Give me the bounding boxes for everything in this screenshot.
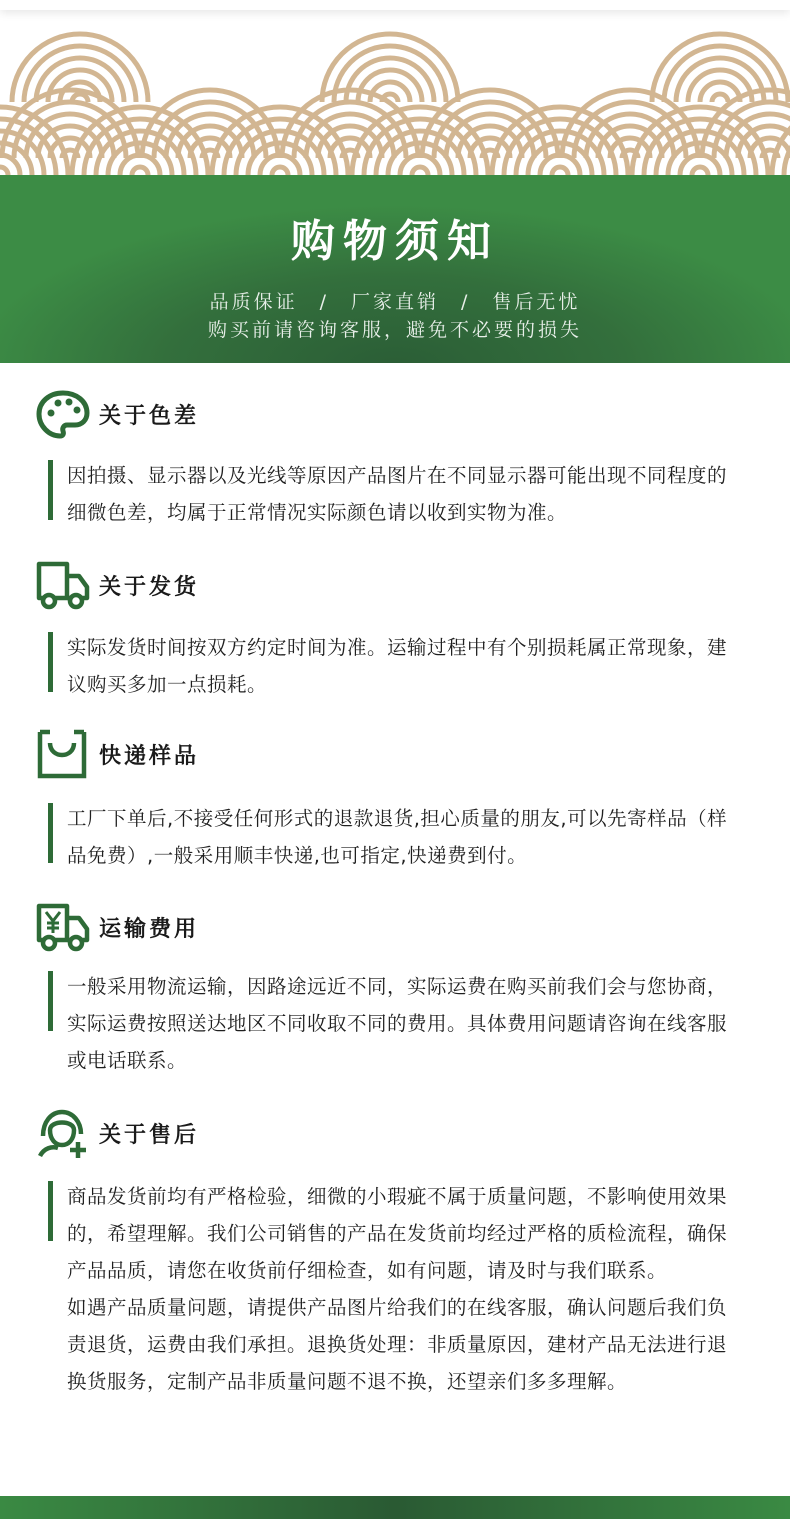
delivery-truck-icon <box>36 560 90 612</box>
section-title: 关于发货 <box>99 575 200 600</box>
yen-truck-icon <box>36 902 90 954</box>
arch-ring <box>528 143 592 175</box>
shopping-bag-icon <box>36 729 90 781</box>
arch-ring <box>248 143 312 175</box>
accent-bar <box>48 803 53 863</box>
arch-ring <box>552 167 568 175</box>
arch-ring <box>712 94 728 102</box>
section-text: 商品发货前均有严格检验，细微的小瑕疵不属于质量问题，不影响使用效果的，希望理解。我们公司销售的产品在发货前均经过严格的质检流程，确保产品品质，请您在收货前仔细检查，如有问题，请及时与我们联系。 <box>67 1185 728 1282</box>
accent-bar <box>48 460 53 520</box>
arch-ring <box>668 143 732 175</box>
section-body-samples <box>48 800 748 874</box>
section-text: 工厂下单后,不接受任何形式的退款退货,担心质量的朋友,可以先寄样品（样品免费）,一般采用顺丰快递,也可指定,快递费到付。 <box>67 807 728 867</box>
arch-ring <box>132 167 148 175</box>
section-text: 实际发货时间按双方约定时间为准。运输过程中有个别损耗属正常现象，建议购买多加一点损耗。 <box>67 636 728 696</box>
section-title: 关于售后 <box>99 1123 200 1148</box>
arch-ring <box>358 70 422 102</box>
arch-ring <box>622 150 638 158</box>
accent-bar <box>48 1181 53 1241</box>
arch-ring <box>272 167 288 175</box>
banner-advice: 购买前请咨询客服，避免不必要的损失 <box>207 319 582 341</box>
palette-icon <box>36 389 90 441</box>
section-text: 如遇产品质量问题，请提供产品图片给我们的在线客服，确认问题后我们负责退货，运费由我们承担。退换货处理：非质量原因，建材产品无法进行退换货服务，定制产品非质量问题不退不换，还望亲们多多理解。 <box>67 1296 728 1393</box>
section-title: 快递样品 <box>99 744 200 769</box>
arch-ring <box>412 167 428 175</box>
banner-slogan: 品质保证 / 厂家直销 / 售后无忧 <box>209 291 581 313</box>
arch-ring <box>0 167 8 175</box>
wave-arch-pattern <box>0 30 790 175</box>
arch-ring <box>342 150 358 158</box>
section-body-after-sales <box>48 1178 748 1400</box>
section-title: 运输费用 <box>99 917 200 942</box>
arch-ring <box>692 167 708 175</box>
page-title: 购物须知 <box>291 216 499 267</box>
accent-bar <box>48 632 53 692</box>
arch-ring <box>482 150 498 158</box>
arch-ring <box>202 150 218 158</box>
arch-ring <box>762 150 778 158</box>
section-text: 因拍摄、显示器以及光线等原因产品图片在不同显示器可能出现不同程度的细微色差，均属于正常情况实际颜色请以收到实物为准。 <box>67 464 728 524</box>
arch-ring <box>62 150 78 158</box>
accent-bar <box>48 971 53 1031</box>
section-title: 关于色差 <box>99 404 200 429</box>
notice-banner <box>0 175 790 363</box>
bottom-bar <box>0 1496 790 1519</box>
top-shadow-bar <box>0 0 790 10</box>
section-body-color-difference <box>48 457 748 531</box>
arch-ring <box>108 143 172 175</box>
customer-service-icon <box>36 1108 90 1160</box>
section-body-shipping <box>48 629 748 703</box>
section-text: 一般采用物流运输，因路途远近不同，实际运费在购买前我们会与您协商，实际运费按照送达地区不同收取不同的费用。具体费用问题请咨询在线客服或电话联系。 <box>67 975 728 1072</box>
arch-ring <box>388 143 452 175</box>
section-body-freight <box>48 968 748 1079</box>
